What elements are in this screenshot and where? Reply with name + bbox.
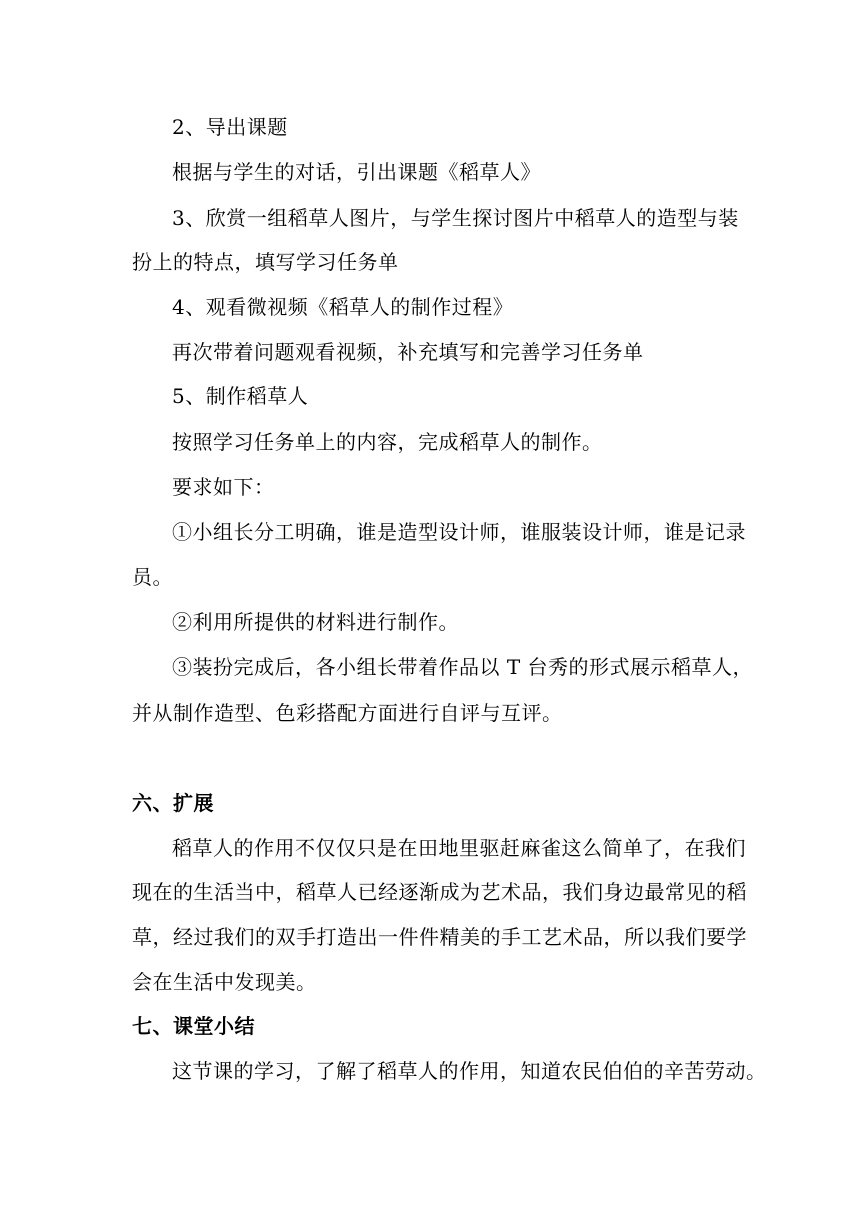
paragraph-line: 稻草人的作用不仅仅只是在田地里驱赶麻雀这么简单了，在我们 bbox=[172, 836, 746, 860]
requirement-2: ②利用所提供的材料进行制作。 bbox=[172, 610, 459, 634]
requirement-1: ①小组长分工明确，谁是造型设计师，谁服装设计师，谁是记录 bbox=[172, 520, 746, 544]
step-5-title: 5、制作稻草人 bbox=[172, 384, 309, 408]
paragraph-line: 根据与学生的对话，引出课题《稻草人》 bbox=[172, 160, 541, 184]
section-7-heading: 七、课堂小结 bbox=[132, 1014, 255, 1038]
paragraph-line: 草，经过我们的双手打造出一件件精美的手工艺术品，所以我们要学 bbox=[132, 925, 747, 949]
requirement-3: ③装扮完成后，各小组长带着作品以 T 台秀的形式展示稻草人， bbox=[172, 655, 754, 679]
paragraph-line: 并从制作造型、色彩搭配方面进行自评与互评。 bbox=[132, 701, 563, 725]
paragraph-line: 再次带着问题观看视频，补充填写和完善学习任务单 bbox=[172, 340, 644, 364]
section-6-heading: 六、扩展 bbox=[132, 791, 214, 815]
paragraph-line: 扮上的特点，填写学习任务单 bbox=[132, 250, 399, 274]
step-3-title: 3、欣赏一组稻草人图片，与学生探讨图片中稻草人的造型与装 bbox=[172, 206, 739, 230]
paragraph-line: 按照学习任务单上的内容，完成稻草人的制作。 bbox=[172, 430, 603, 454]
paragraph-line: 现在的生活当中，稻草人已经逐渐成为艺术品，我们身边最常见的稻 bbox=[132, 880, 747, 904]
requirements-label: 要求如下： bbox=[172, 475, 275, 499]
paragraph-line: 会在生活中发现美。 bbox=[132, 970, 317, 994]
paragraph-line: 这节课的学习，了解了稻草人的作用，知道农民伯伯的辛苦劳动。 bbox=[172, 1059, 767, 1083]
paragraph-line: 员。 bbox=[132, 565, 173, 589]
step-4-title: 4、观看微视频《稻草人的制作过程》 bbox=[172, 295, 514, 319]
step-2-title: 2、导出课题 bbox=[172, 115, 288, 139]
